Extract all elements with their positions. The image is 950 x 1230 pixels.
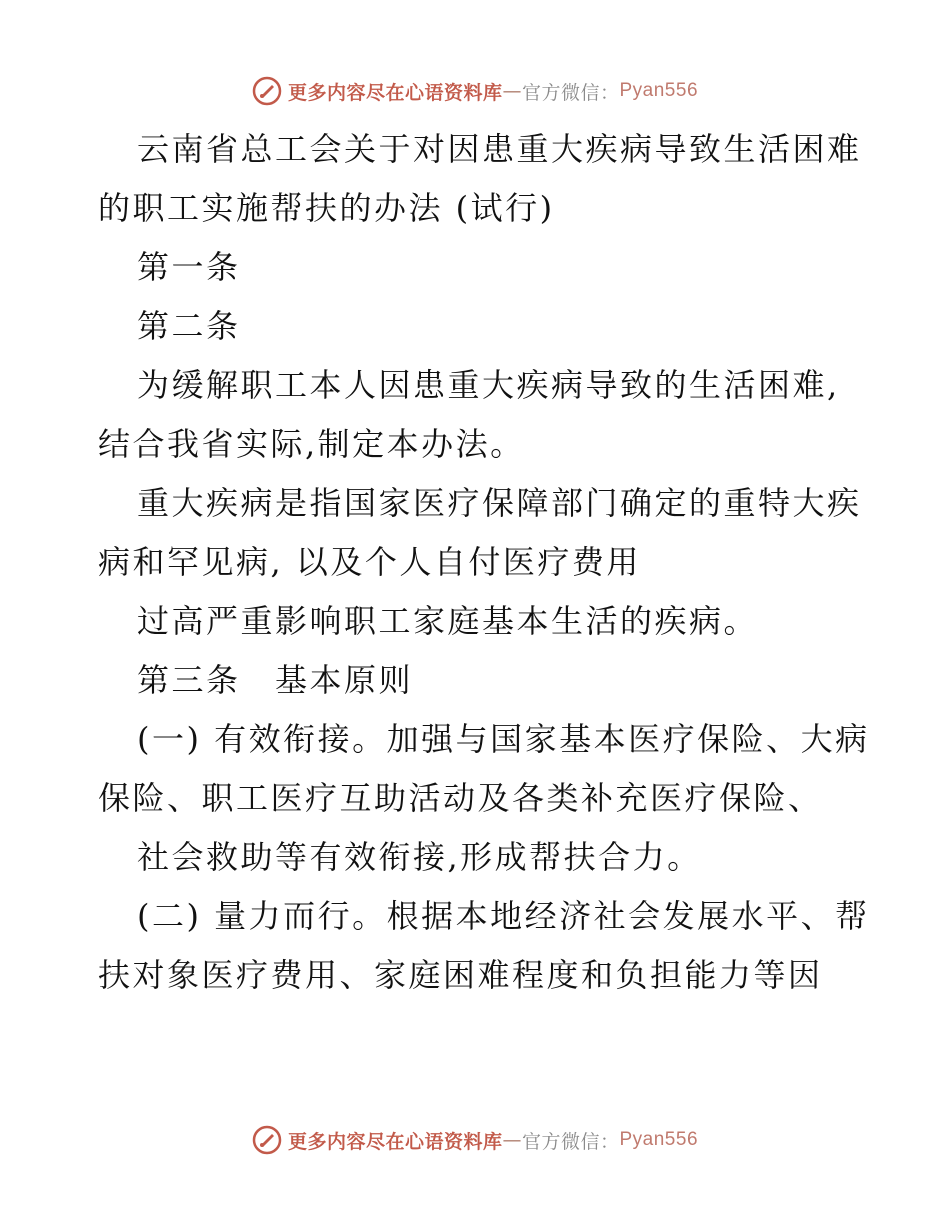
- article-two-heading: 第二条: [137, 307, 241, 345]
- paragraph-line: (二) 量力而行。根据本地经济社会发展水平、帮: [137, 897, 870, 935]
- watermark-brand: 更多内容尽在心语资料库: [287, 81, 503, 104]
- article-one-heading: 第一条: [137, 248, 241, 286]
- header-watermark: [0, 71, 950, 111]
- document-body: [98, 120, 870, 1005]
- watermark-separator: —: [502, 80, 522, 102]
- watermark-official-label: 官方微信：: [521, 81, 620, 104]
- watermark-brand: 更多内容尽在心语资料库: [287, 1130, 503, 1153]
- document-title-line-1: 云南省总工会关于对因患重大疾病导致生活困难: [137, 130, 862, 168]
- article-three-heading: 第三条 基本原则: [137, 661, 414, 699]
- document-title-line-2: 的职工实施帮扶的办法 (试行): [98, 189, 555, 227]
- paragraph-line: (一) 有效衔接。加强与国家基本医疗保险、大病: [137, 720, 870, 758]
- brand-logo-icon: [252, 76, 282, 106]
- paragraph-line: 重大疾病是指国家医疗保障部门确定的重特大疾: [137, 484, 862, 522]
- watermark-wechat-id: Pyan556: [619, 1129, 699, 1150]
- paragraph-line: 社会救助等有效衔接,形成帮扶合力。: [137, 838, 702, 876]
- paragraph-line: 病和罕见病, 以及个人自付医疗费用: [98, 543, 641, 581]
- watermark-separator: —: [502, 1129, 522, 1151]
- paragraph-line: 结合我省实际,制定本办法。: [98, 425, 525, 463]
- brand-logo-icon: [252, 1125, 282, 1155]
- watermark-official-label: 官方微信：: [521, 1130, 620, 1153]
- paragraph-line: 为缓解职工本人因患重大疾病导致的生活困难,: [137, 366, 840, 404]
- paragraph-line: 扶对象医疗费用、家庭困难程度和负担能力等因: [98, 956, 823, 994]
- watermark-wechat-id: Pyan556: [619, 80, 699, 101]
- footer-watermark: [0, 1120, 950, 1160]
- paragraph-line: 保险、职工医疗互助活动及各类补充医疗保险、: [98, 779, 823, 817]
- paragraph-line: 过高严重影响职工家庭基本生活的疾病。: [137, 602, 759, 640]
